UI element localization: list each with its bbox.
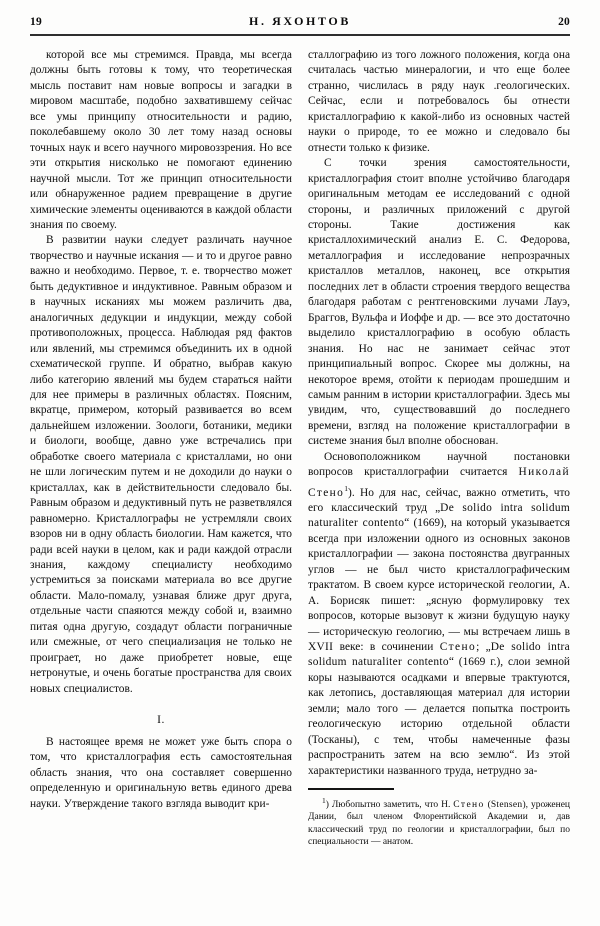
- paragraph-steno: [308, 450, 570, 779]
- section-heading: I.: [157, 714, 165, 727]
- right-column: [308, 48, 570, 848]
- century-numeral: XVII: [308, 641, 334, 654]
- text-run: ; „: [476, 641, 491, 654]
- text-run: Основоположником научной постановки вопросов кристаллографии считается: [308, 450, 570, 479]
- paragraph: В развитии науки следует различать научное творчество и научные искания — и то и другое равно важно и необходимо. Первое, т. е. творчество может быть дедуктивное и индуктивное. Равным образом и в научных исканиях мы можем различить два, аналогичных дедукции и индукции, между собой противоположных, процесса. Наблюдая ряд фактов или явлений, мы стремимся объединить их в одной схематической группе. И обратно, выбрав какую либо категорию явлений мы будем стараться найти для нее примеры в различных областях. Поясним, вкратце, примером, который развивается во всем дальнейшем изложении. Зоологи, ботаники, медики и биологи, вообще, давно уже встречались при обработке своего материала с кристаллами, но они не шли логическим путем и не доходили до науки о кристаллах, как в действительности следовало бы. Равным образом и дедуктивный путь не разветвлялся равномерно. Кристаллографы не устремляли своих взоров ни в одну область биологии. Нам кажется, что ради всей науки в целом, как и ради каждой отрасли знания, каждому специалисту необходимо устремиться за поисками материала во все другие области. Мало-помалу, узнавая ближе друг друга, отдельные части спаяются между собой и, взаимно питая одна другую, создадут области пограничные или смежные, от чего специализация не только не проиграет, но даже приобретет новые, еще нетронутые, и очень богатые пространства для своих новых специалистов.: [30, 234, 292, 695]
- paragraph: которой все мы стремимся. Правда, мы всегда должны быть готовы к тому, что теоретическая мысль поставит нам новые вопросы и загадки в мировом масштабе, подобно захватившему сейчас все умы принципу относительности и радию, поколебавшему около 30 лет тому назад основы точных наук и всего научного мировоззрения. Но все эти открытия нисколько не помогают единению научной мысли. Тот же принцип относительности или обнаруженное радием превращение в другие химические элементы оцениваются в каждой области знания по своему.: [30, 49, 292, 231]
- header-rule: [30, 34, 570, 36]
- footnote-reference: 1: [344, 483, 349, 493]
- paragraph: В настоящее время не может уже быть спора о том, что кристаллография есть самостоятельная область знания, что она составляет совершенно определенную и оригинальную ветвь единого древа науки. Утверждение такого взгляда выводит кри-: [30, 736, 292, 810]
- text-run: ) Любопытно заметить, что Н.: [325, 799, 454, 810]
- work-title-latin-2: De solido intra solidum naturaliter contento: [308, 641, 570, 669]
- text-run: ). Но для нас, сейчас, важно отметить, что его классический труд „: [308, 486, 570, 514]
- person-name-steno-2: Стено: [439, 641, 477, 654]
- footnote-zone: [308, 788, 570, 848]
- folio-left: 19: [30, 16, 42, 28]
- person-name-steno-footnote: Стено: [453, 799, 485, 810]
- paragraph: сталлографию из того ложного положения, когда она считалась частью минералогии, и что еще более странно, числилась в ряду наук .геологических. Сейчас, если и потребовалось бы отнести кристаллографию к какой-либо из основных частей науки о природе, то ее можно и следовало бы отнести только к физике.: [308, 49, 570, 154]
- left-column: [30, 48, 292, 848]
- person-name-steno: Николай Стено: [308, 466, 570, 499]
- folio-right: 20: [558, 16, 570, 28]
- paragraph: С точки зрения самостоятельности, кристаллография стоит вполне устойчиво благодаря оригинальным методам ее исследований с одной стороны, и различных приложений с другой стороны. Такие достижения как кристаллохимический анализ Е. С. Федорова, металлография и исследование непрозрачных кристаллов металлов, наконец, все открытия последних лет в области строения твердого вещества благодаря работам с рентгеновскими лучами Лауэ, Браггов, Вульфа и Иоффе и др. — все это достаточно выделило кристаллографию в особую область знания. Но нас не занимает сейчас этот принципиальный вопрос. Скорее мы должны, на некоторое время, отойти к периодам прошедшим и самым ранним в истории кристаллографии. Здесь мы увидим, что, существовавший до последнего времени, взгляд на положение кристаллографии в системе знания был вполне обоснован.: [308, 157, 570, 448]
- footnote-marker: 1: [322, 795, 326, 805]
- footnote-text: [308, 795, 570, 849]
- running-head: [30, 14, 570, 34]
- text-run: “ (1669 г.), слои земной коры называются осадками и впервые трактуются, как летопись, доставляющая материал для истории земли; мало того — делается попытка построить геологическую историю отдельной области (Тосканы), с тем, чтобы намеченные фазы распространить затем на всю землю“. Из этой характеристики названного труда, нетрудно за-: [308, 656, 570, 777]
- body-columns: [30, 48, 570, 848]
- text-run: “ (1669), на который указывается всегда при изложении одного из основных законов кристаллографии — закона постоянства двугранных углов — не был чисто кристаллографическим трактатом. В своем курсе исторической геологии, А. А. Борисяк пишет: „ясную формулировку тех вопросов, которые вызовут к жизни будущую науку — историческую геологию, — мы встречаем лишь в: [308, 517, 570, 638]
- footnote-separator: [308, 788, 394, 790]
- page-title: Н. ЯХОНТОВ: [249, 14, 351, 28]
- text-run: (: [484, 799, 491, 810]
- text-run: веке: в сочинении: [333, 641, 440, 654]
- person-name-latin: Stensen: [490, 799, 523, 810]
- text-run: ), уроженец Дании, был членом Флорентийской Академии и, дав классический труд по геологии и кристаллографии, был по специальности — анатом.: [308, 799, 571, 848]
- work-title-latin: De solido intra solidum naturaliter contento: [308, 501, 570, 530]
